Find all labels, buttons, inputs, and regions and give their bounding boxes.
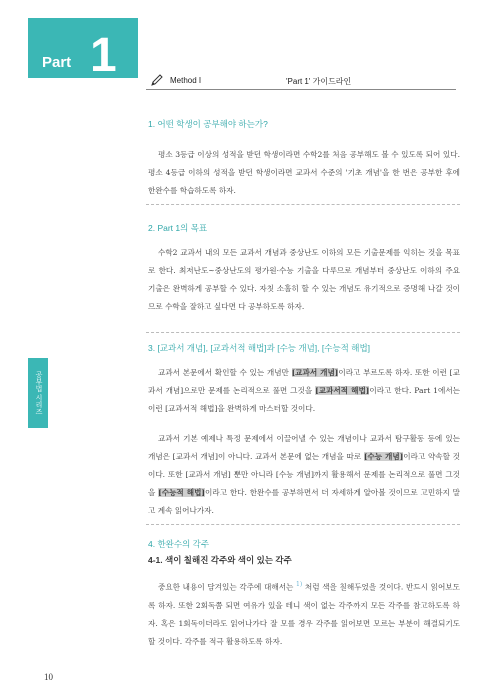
section-4-heading: 4. 한완수의 각주 (148, 539, 210, 549)
part-word: Part (42, 54, 72, 71)
section-3-paragraph-1 (148, 364, 460, 418)
divider (146, 204, 460, 205)
highlight-term: [교과서 개념] (291, 368, 339, 377)
highlight-term: [교과서적 해법] (315, 386, 370, 395)
section-1-paragraph (148, 146, 460, 200)
section-1-text: 평소 3등급 이상의 성적을 받던 학생이라면 수학2를 처음 공부해도 볼 수 있도록 되어 있다. 평소 4등급 이하의 성적을 받던 학생이라면 교과서 수준의 '기초 개념'을 한 번은 공부한 후에 한완수를 학습하도록 하자. (148, 150, 460, 195)
part-badge (28, 18, 138, 82)
section-4-text (148, 576, 460, 651)
section-3-text-1 (148, 364, 460, 418)
section-3-text-2 (148, 430, 460, 520)
section-1-heading: 1. 어떤 학생이 공부해야 하는가? (148, 119, 268, 129)
text-run: 교과서 기본 예제나 특정 문제에서 이끌어낼 수 있는 개념이나 교과서 탐구활동 등에 있는 개념은 [교과서 개념]이 아니다. 교과서 본문에 없는 개념을 따로 (148, 434, 460, 461)
section-2-paragraph (148, 244, 460, 316)
method-bar (146, 73, 456, 90)
method-title: 'Part 1' 가이드라인 (286, 77, 352, 86)
part-number: 1 (90, 29, 117, 82)
text-run: 이라고 약속할 것이다. 또한 [교과서 개념] 뿐만 아니라 [수능 개념]까지 활용해서 문제를 논리적으로 풀면 그것을 (148, 452, 460, 497)
section-4-subheading: 4-1. 색이 칠해진 각주와 색이 있는 각주 (148, 555, 292, 565)
text-run: 이라고 부르도록 하자. 또한 이런 [교과서 개념]으로만 문제를 논리적으로 풀면 그것을 (148, 368, 460, 395)
section-3-heading: 3. [교과서 개념], [교과서적 해법]과 [수능 개념], [수능적 해법] (148, 343, 371, 353)
text-run: 교과서 본문에서 확인할 수 있는 개념만 (158, 368, 292, 377)
method-label: Method I (170, 76, 202, 85)
text-run: 중요한 내용이 담겨있는 각주에 대해서는 (158, 582, 297, 592)
divider (146, 524, 460, 525)
footnote-mark: 1) (296, 581, 303, 588)
text-run: 처럼 색을 칠해두었을 것이다. 반드시 읽어보도록 하자. 또한 2회독쯤 되면 여유가 있을 테니 색이 없는 각주까지 모든 각주를 참고하도록 하자. 혹은 1회독이더라도 읽어나가다 잘 모를 경우 각주를 읽어보면 모르는 부분이 해결되기도 할 것이다. 각주를 적극 활용하도록 하자. (148, 582, 460, 646)
side-tab: 공부법 시리즈 (28, 358, 48, 428)
section-2-heading: 2. Part 1의 목표 (148, 223, 208, 233)
divider (146, 332, 460, 333)
section-2-text: 수학2 교과서 내의 모든 교과서 개념과 중상난도 이하의 모든 기출문제를 익히는 것을 목표로 한다. 최저난도~중상난도의 평가원·수능 기출을 다루므로 개념부터 중상난도 이하의 주요 기출은 완벽하게 공부할 수 있다. 자칫 소홀히 할 수 있는 개념도 유기적으로 증명해 나갈 것이므로 수학을 잘하고 싶다면 다 공부하도록 하자. (148, 248, 460, 311)
highlight-term: [수능적 해법] (158, 488, 206, 497)
section-3-paragraph-2 (148, 430, 460, 520)
page-number: 10 (44, 672, 53, 682)
highlight-term: [수능 개념] (363, 452, 404, 461)
text-run: 이라고 한다. 한완수를 공부하면서 더 자세하게 알아볼 것이므로 고민하지 말고 계속 읽어나가자. (148, 488, 460, 515)
text-run: 이라고 한다. Part 1에서는 이런 [교과서적 해법]을 완벽하게 마스터할 것이다. (148, 386, 460, 413)
section-4-paragraph (148, 576, 460, 651)
